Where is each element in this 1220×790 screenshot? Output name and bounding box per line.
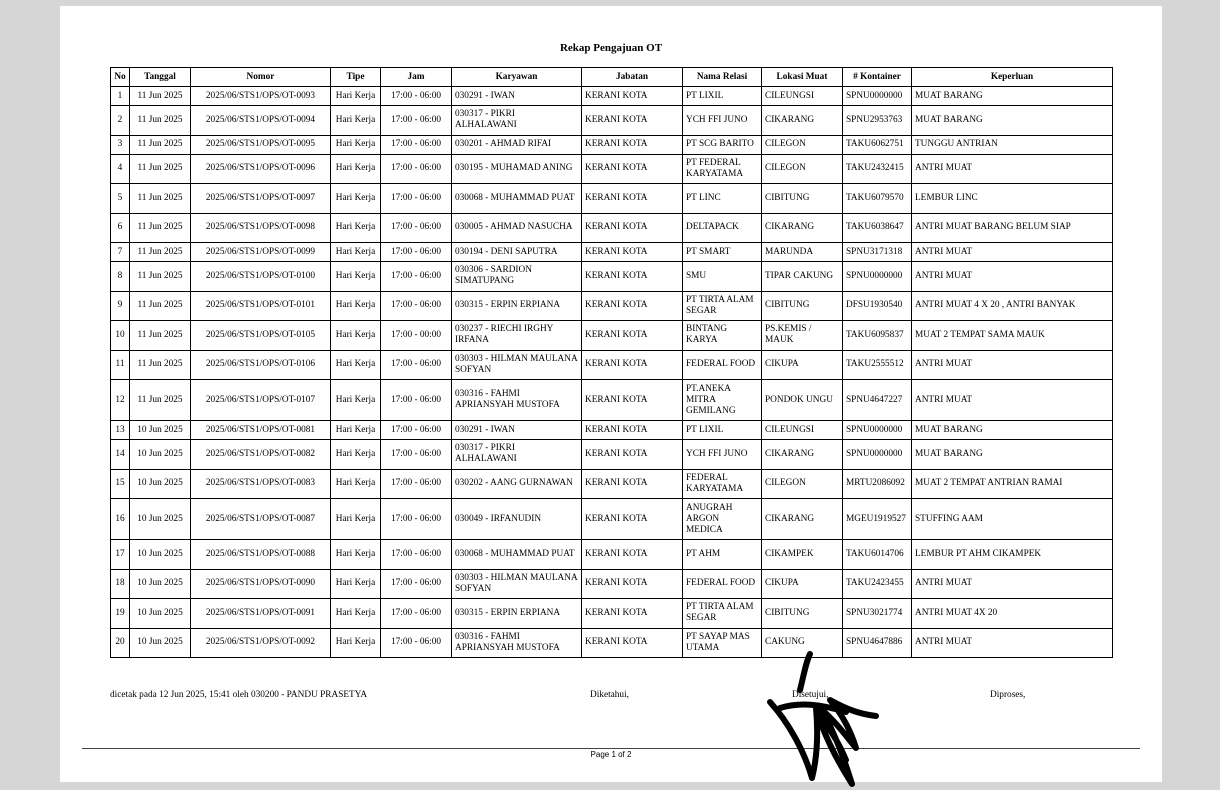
row-no: 13	[111, 421, 130, 440]
row-jam: 17:00 - 06:00	[381, 213, 452, 243]
row-karyawan: 030317 - PIKRI ALHALAWANI	[452, 106, 582, 136]
col-header-keperluan: Keperluan	[912, 68, 1113, 87]
row-no: 8	[111, 262, 130, 292]
table-header-row	[111, 68, 1113, 87]
table-row	[111, 184, 1113, 214]
row-jam: 17:00 - 06:00	[381, 569, 452, 599]
row-kontainer: TAKU2423455	[843, 569, 912, 599]
row-kontainer: MRTU2086092	[843, 469, 912, 499]
row-kontainer: TAKU6062751	[843, 135, 912, 154]
row-nama-relasi: FEDERAL KARYATAMA	[683, 469, 762, 499]
row-no: 12	[111, 380, 130, 421]
table-row	[111, 213, 1113, 243]
row-lokasi-muat: CILEGON	[762, 154, 843, 184]
row-nama-relasi: YCH FFI JUNO	[683, 440, 762, 470]
document-page	[60, 6, 1162, 782]
table-row	[111, 321, 1113, 351]
handwritten-signature	[760, 650, 890, 790]
row-nomor: 2025/06/STS1/OPS/OT-0106	[191, 350, 331, 380]
row-tipe: Hari Kerja	[331, 135, 381, 154]
row-no: 17	[111, 540, 130, 570]
row-tipe: Hari Kerja	[331, 599, 381, 629]
row-jam: 17:00 - 06:00	[381, 87, 452, 106]
row-keperluan: MUAT BARANG	[912, 421, 1113, 440]
row-keperluan: ANTRI MUAT 4 X 20 , ANTRI BANYAK	[912, 291, 1113, 321]
row-kontainer: TAKU6079570	[843, 184, 912, 214]
row-jam: 17:00 - 06:00	[381, 469, 452, 499]
row-karyawan: 030201 - AHMAD RIFAI	[452, 135, 582, 154]
row-tipe: Hari Kerja	[331, 421, 381, 440]
row-tanggal: 11 Jun 2025	[130, 262, 191, 292]
table-row	[111, 291, 1113, 321]
row-keperluan: ANTRI MUAT BARANG BELUM SIAP	[912, 213, 1113, 243]
signature-diproses-label: Diproses,	[990, 690, 1026, 700]
row-nama-relasi: FEDERAL FOOD	[683, 569, 762, 599]
row-jabatan: KERANI KOTA	[582, 469, 683, 499]
row-kontainer: TAKU2555512	[843, 350, 912, 380]
row-no: 4	[111, 154, 130, 184]
row-no: 10	[111, 321, 130, 351]
table-row	[111, 350, 1113, 380]
row-karyawan: 030315 - ERPIN ERPIANA	[452, 599, 582, 629]
row-keperluan: ANTRI MUAT 4X 20	[912, 599, 1113, 629]
row-tipe: Hari Kerja	[331, 291, 381, 321]
signature-diketahui-label: Diketahui,	[590, 690, 629, 700]
row-no: 7	[111, 243, 130, 262]
row-lokasi-muat: CAKUNG	[762, 628, 843, 658]
row-jam: 17:00 - 06:00	[381, 154, 452, 184]
row-tanggal: 10 Jun 2025	[130, 628, 191, 658]
row-no: 18	[111, 569, 130, 599]
row-kontainer: TAKU2432415	[843, 154, 912, 184]
row-nomor: 2025/06/STS1/OPS/OT-0093	[191, 87, 331, 106]
row-keperluan: ANTRI MUAT	[912, 628, 1113, 658]
row-tanggal: 10 Jun 2025	[130, 469, 191, 499]
row-karyawan: 030237 - RIECHI IRGHY IRFANA	[452, 321, 582, 351]
row-tanggal: 10 Jun 2025	[130, 440, 191, 470]
row-tipe: Hari Kerja	[331, 540, 381, 570]
table-row	[111, 440, 1113, 470]
table-row	[111, 540, 1113, 570]
table-row	[111, 262, 1113, 292]
row-tanggal: 11 Jun 2025	[130, 135, 191, 154]
row-jabatan: KERANI KOTA	[582, 291, 683, 321]
row-lokasi-muat: CIKARANG	[762, 106, 843, 136]
row-nama-relasi: DELTAPACK	[683, 213, 762, 243]
row-tipe: Hari Kerja	[331, 440, 381, 470]
row-tipe: Hari Kerja	[331, 243, 381, 262]
row-karyawan: 030194 - DENI SAPUTRA	[452, 243, 582, 262]
row-nomor: 2025/06/STS1/OPS/OT-0097	[191, 184, 331, 214]
row-no: 3	[111, 135, 130, 154]
row-tanggal: 10 Jun 2025	[130, 569, 191, 599]
row-kontainer: DFSU1930540	[843, 291, 912, 321]
row-lokasi-muat: TIPAR CAKUNG	[762, 262, 843, 292]
row-karyawan: 030306 - SARDION SIMATUPANG	[452, 262, 582, 292]
row-nama-relasi: PT LINC	[683, 184, 762, 214]
row-keperluan: LEMBUR LINC	[912, 184, 1113, 214]
row-jam: 17:00 - 00:00	[381, 321, 452, 351]
row-no: 11	[111, 350, 130, 380]
row-nomor: 2025/06/STS1/OPS/OT-0088	[191, 540, 331, 570]
row-no: 1	[111, 87, 130, 106]
row-lokasi-muat: CIKARANG	[762, 499, 843, 540]
row-nomor: 2025/06/STS1/OPS/OT-0087	[191, 499, 331, 540]
row-jabatan: KERANI KOTA	[582, 106, 683, 136]
row-jam: 17:00 - 06:00	[381, 440, 452, 470]
row-nama-relasi: BINTANG KARYA	[683, 321, 762, 351]
row-jabatan: KERANI KOTA	[582, 184, 683, 214]
row-jam: 17:00 - 06:00	[381, 499, 452, 540]
row-tipe: Hari Kerja	[331, 154, 381, 184]
row-nomor: 2025/06/STS1/OPS/OT-0092	[191, 628, 331, 658]
row-tanggal: 10 Jun 2025	[130, 540, 191, 570]
row-nama-relasi: PT FEDERAL KARYATAMA	[683, 154, 762, 184]
row-keperluan: MUAT 2 TEMPAT ANTRIAN RAMAI	[912, 469, 1113, 499]
row-lokasi-muat: CIBITUNG	[762, 184, 843, 214]
row-no: 5	[111, 184, 130, 214]
row-lokasi-muat: CILEGON	[762, 469, 843, 499]
row-nomor: 2025/06/STS1/OPS/OT-0099	[191, 243, 331, 262]
row-no: 16	[111, 499, 130, 540]
row-tanggal: 11 Jun 2025	[130, 154, 191, 184]
row-jam: 17:00 - 06:00	[381, 291, 452, 321]
row-nomor: 2025/06/STS1/OPS/OT-0094	[191, 106, 331, 136]
row-lokasi-muat: CILEUNGSI	[762, 421, 843, 440]
row-lokasi-muat: CILEGON	[762, 135, 843, 154]
row-no: 14	[111, 440, 130, 470]
row-nomor: 2025/06/STS1/OPS/OT-0081	[191, 421, 331, 440]
row-jabatan: KERANI KOTA	[582, 213, 683, 243]
row-kontainer: SPNU3021774	[843, 599, 912, 629]
row-no: 19	[111, 599, 130, 629]
row-tanggal: 11 Jun 2025	[130, 291, 191, 321]
row-tipe: Hari Kerja	[331, 106, 381, 136]
table-row	[111, 469, 1113, 499]
row-tanggal: 11 Jun 2025	[130, 213, 191, 243]
row-jabatan: KERANI KOTA	[582, 243, 683, 262]
col-header-kontainer: # Kontainer	[843, 68, 912, 87]
row-keperluan: ANTRI MUAT	[912, 380, 1113, 421]
row-jam: 17:00 - 06:00	[381, 262, 452, 292]
row-lokasi-muat: CIKAMPEK	[762, 540, 843, 570]
row-kontainer: SPNU0000000	[843, 421, 912, 440]
row-no: 15	[111, 469, 130, 499]
row-no: 9	[111, 291, 130, 321]
row-tanggal: 11 Jun 2025	[130, 321, 191, 351]
row-kontainer: TAKU6095837	[843, 321, 912, 351]
row-keperluan: LEMBUR PT AHM CIKAMPEK	[912, 540, 1113, 570]
row-tipe: Hari Kerja	[331, 628, 381, 658]
row-keperluan: STUFFING AAM	[912, 499, 1113, 540]
row-tanggal: 11 Jun 2025	[130, 350, 191, 380]
row-nomor: 2025/06/STS1/OPS/OT-0083	[191, 469, 331, 499]
printed-info: dicetak pada 12 Jun 2025, 15:41 oleh 030200 - PANDU PRASETYA	[110, 690, 368, 700]
row-nomor: 2025/06/STS1/OPS/OT-0090	[191, 569, 331, 599]
row-jabatan: KERANI KOTA	[582, 321, 683, 351]
row-nama-relasi: FEDERAL FOOD	[683, 350, 762, 380]
row-tipe: Hari Kerja	[331, 380, 381, 421]
row-jam: 17:00 - 06:00	[381, 628, 452, 658]
row-nomor: 2025/06/STS1/OPS/OT-0107	[191, 380, 331, 421]
row-nama-relasi: ANUGRAH ARGON MEDICA	[683, 499, 762, 540]
row-jabatan: KERANI KOTA	[582, 87, 683, 106]
row-tanggal: 10 Jun 2025	[130, 599, 191, 629]
row-lokasi-muat: PONDOK UNGU	[762, 380, 843, 421]
page-title: Rekap Pengajuan OT	[559, 42, 663, 54]
row-jabatan: KERANI KOTA	[582, 540, 683, 570]
row-jabatan: KERANI KOTA	[582, 599, 683, 629]
row-kontainer: TAKU6014706	[843, 540, 912, 570]
signature-disetujui-label: Disetujui,	[792, 690, 829, 700]
row-keperluan: ANTRI MUAT	[912, 262, 1113, 292]
row-keperluan: ANTRI MUAT	[912, 350, 1113, 380]
row-nama-relasi: PT TIRTA ALAM SEGAR	[683, 599, 762, 629]
row-jabatan: KERANI KOTA	[582, 440, 683, 470]
row-keperluan: MUAT BARANG	[912, 106, 1113, 136]
table-row	[111, 628, 1113, 658]
row-tipe: Hari Kerja	[331, 569, 381, 599]
row-jam: 17:00 - 06:00	[381, 380, 452, 421]
row-nomor: 2025/06/STS1/OPS/OT-0098	[191, 213, 331, 243]
row-tipe: Hari Kerja	[331, 184, 381, 214]
row-nama-relasi: PT SCG BARITO	[683, 135, 762, 154]
row-tipe: Hari Kerja	[331, 262, 381, 292]
row-jabatan: KERANI KOTA	[582, 154, 683, 184]
row-karyawan: 030005 - AHMAD NASUCHA	[452, 213, 582, 243]
row-jabatan: KERANI KOTA	[582, 628, 683, 658]
row-kontainer: MGEU1919527	[843, 499, 912, 540]
row-lokasi-muat: CIKARANG	[762, 213, 843, 243]
row-jam: 17:00 - 06:00	[381, 135, 452, 154]
row-karyawan: 030291 - IWAN	[452, 421, 582, 440]
row-karyawan: 030195 - MUHAMAD ANING	[452, 154, 582, 184]
row-lokasi-muat: CIKUPA	[762, 569, 843, 599]
row-tanggal: 10 Jun 2025	[130, 499, 191, 540]
row-tanggal: 11 Jun 2025	[130, 380, 191, 421]
row-jabatan: KERANI KOTA	[582, 380, 683, 421]
row-tipe: Hari Kerja	[331, 213, 381, 243]
table-row	[111, 599, 1113, 629]
row-jam: 17:00 - 06:00	[381, 421, 452, 440]
row-jam: 17:00 - 06:00	[381, 350, 452, 380]
row-jabatan: KERANI KOTA	[582, 262, 683, 292]
row-karyawan: 030317 - PIKRI ALHALAWANI	[452, 440, 582, 470]
row-jabatan: KERANI KOTA	[582, 499, 683, 540]
table-row	[111, 421, 1113, 440]
col-header-no: No	[111, 68, 130, 87]
col-header-jabatan: Jabatan	[582, 68, 683, 87]
col-header-tanggal: Tanggal	[130, 68, 191, 87]
row-nomor: 2025/06/STS1/OPS/OT-0100	[191, 262, 331, 292]
table-row	[111, 569, 1113, 599]
row-kontainer: SPNU0000000	[843, 262, 912, 292]
row-karyawan: 030049 - IRFANUDIN	[452, 499, 582, 540]
row-nomor: 2025/06/STS1/OPS/OT-0082	[191, 440, 331, 470]
row-nama-relasi: PT AHM	[683, 540, 762, 570]
row-lokasi-muat: CIKARANG	[762, 440, 843, 470]
row-keperluan: ANTRI MUAT	[912, 154, 1113, 184]
row-karyawan: 030316 - FAHMI APRIANSYAH MUSTOFA	[452, 628, 582, 658]
row-nomor: 2025/06/STS1/OPS/OT-0101	[191, 291, 331, 321]
col-header-tipe: Tipe	[331, 68, 381, 87]
row-keperluan: MUAT BARANG	[912, 440, 1113, 470]
row-kontainer: SPNU2953763	[843, 106, 912, 136]
row-karyawan: 030291 - IWAN	[452, 87, 582, 106]
table-row	[111, 106, 1113, 136]
table-row	[111, 243, 1113, 262]
row-nama-relasi: PT LIXIL	[683, 421, 762, 440]
row-nama-relasi: PT LIXIL	[683, 87, 762, 106]
row-jam: 17:00 - 06:00	[381, 540, 452, 570]
row-tanggal: 11 Jun 2025	[130, 106, 191, 136]
row-tipe: Hari Kerja	[331, 321, 381, 351]
table-row	[111, 135, 1113, 154]
row-nama-relasi: SMU	[683, 262, 762, 292]
row-karyawan: 030303 - HILMAN MAULANA SOFYAN	[452, 350, 582, 380]
row-nama-relasi: PT SAYAP MAS UTAMA	[683, 628, 762, 658]
row-nomor: 2025/06/STS1/OPS/OT-0095	[191, 135, 331, 154]
row-nama-relasi: PT SMART	[683, 243, 762, 262]
row-lokasi-muat: MARUNDA	[762, 243, 843, 262]
row-karyawan: 030303 - HILMAN MAULANA SOFYAN	[452, 569, 582, 599]
page-number: Page 1 of 2	[590, 750, 632, 759]
row-tanggal: 11 Jun 2025	[130, 243, 191, 262]
row-no: 20	[111, 628, 130, 658]
table-row	[111, 380, 1113, 421]
row-kontainer: SPNU4647227	[843, 380, 912, 421]
row-lokasi-muat: CIKUPA	[762, 350, 843, 380]
row-karyawan: 030068 - MUHAMMAD PUAT	[452, 184, 582, 214]
table-row	[111, 499, 1113, 540]
row-keperluan: ANTRI MUAT	[912, 243, 1113, 262]
row-keperluan: ANTRI MUAT	[912, 569, 1113, 599]
row-lokasi-muat: CIBITUNG	[762, 599, 843, 629]
row-nama-relasi: PT.ANEKA MITRA GEMILANG	[683, 380, 762, 421]
ot-table	[110, 67, 1113, 658]
row-jam: 17:00 - 06:00	[381, 243, 452, 262]
row-keperluan: MUAT BARANG	[912, 87, 1113, 106]
row-karyawan: 030202 - AANG GURNAWAN	[452, 469, 582, 499]
row-karyawan: 030068 - MUHAMMAD PUAT	[452, 540, 582, 570]
row-nama-relasi: YCH FFI JUNO	[683, 106, 762, 136]
row-tanggal: 11 Jun 2025	[130, 184, 191, 214]
col-header-jam: Jam	[381, 68, 452, 87]
row-nomor: 2025/06/STS1/OPS/OT-0096	[191, 154, 331, 184]
row-nomor: 2025/06/STS1/OPS/OT-0091	[191, 599, 331, 629]
row-tipe: Hari Kerja	[331, 499, 381, 540]
row-keperluan: MUAT 2 TEMPAT SAMA MAUK	[912, 321, 1113, 351]
row-tanggal: 10 Jun 2025	[130, 421, 191, 440]
row-kontainer: SPNU3171318	[843, 243, 912, 262]
row-karyawan: 030315 - ERPIN ERPIANA	[452, 291, 582, 321]
row-nomor: 2025/06/STS1/OPS/OT-0105	[191, 321, 331, 351]
row-karyawan: 030316 - FAHMI APRIANSYAH MUSTOFA	[452, 380, 582, 421]
col-header-nomor: Nomor	[191, 68, 331, 87]
row-lokasi-muat: CILEUNGSI	[762, 87, 843, 106]
row-kontainer: TAKU6038647	[843, 213, 912, 243]
row-jam: 17:00 - 06:00	[381, 599, 452, 629]
row-nama-relasi: PT TIRTA ALAM SEGAR	[683, 291, 762, 321]
row-keperluan: TUNGGU ANTRIAN	[912, 135, 1113, 154]
row-kontainer: SPNU0000000	[843, 87, 912, 106]
row-tipe: Hari Kerja	[331, 469, 381, 499]
row-no: 2	[111, 106, 130, 136]
row-no: 6	[111, 213, 130, 243]
footer-divider	[82, 748, 1140, 749]
table-row	[111, 87, 1113, 106]
row-tipe: Hari Kerja	[331, 87, 381, 106]
row-kontainer: SPNU0000000	[843, 440, 912, 470]
row-kontainer: SPNU4647886	[843, 628, 912, 658]
row-lokasi-muat: CIBITUNG	[762, 291, 843, 321]
row-jabatan: KERANI KOTA	[582, 421, 683, 440]
row-tipe: Hari Kerja	[331, 350, 381, 380]
row-lokasi-muat: PS.KEMIS / MAUK	[762, 321, 843, 351]
col-header-karyawan: Karyawan	[452, 68, 582, 87]
row-jabatan: KERANI KOTA	[582, 569, 683, 599]
row-jabatan: KERANI KOTA	[582, 135, 683, 154]
row-tanggal: 11 Jun 2025	[130, 87, 191, 106]
row-jam: 17:00 - 06:00	[381, 106, 452, 136]
table-row	[111, 154, 1113, 184]
col-header-lokasi-muat: Lokasi Muat	[762, 68, 843, 87]
col-header-nama-relasi: Nama Relasi	[683, 68, 762, 87]
row-jam: 17:00 - 06:00	[381, 184, 452, 214]
row-jabatan: KERANI KOTA	[582, 350, 683, 380]
